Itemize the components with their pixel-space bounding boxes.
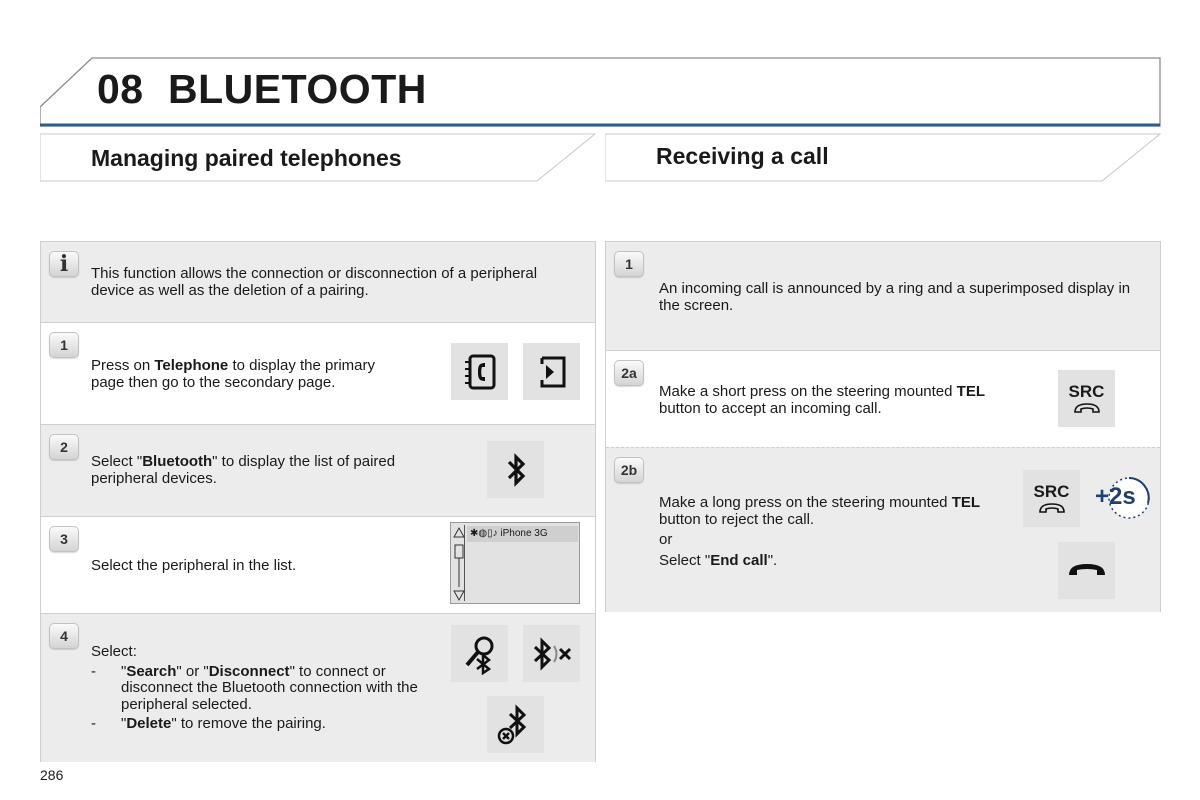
receiving-panel (605, 241, 1161, 612)
handset-icon (1037, 502, 1067, 516)
call-step-2a-row (606, 350, 1160, 447)
bullet-item: - "Search" or "Disconnect" to connect or disconnect the Bluetooth connection with the peripheral selected. (91, 662, 418, 713)
peripheral-list-screen (450, 522, 580, 604)
managing-panel (40, 241, 596, 762)
step-badge: 2b (614, 457, 644, 483)
info-text: This function allows the connection or disconnection of a peripheral device as well as the deletion of a pairing. (91, 265, 538, 299)
chapter-title: BLUETOOTH (168, 66, 427, 112)
info-row (41, 242, 595, 322)
bullet-item: - "Delete" to remove the pairing. (91, 715, 326, 732)
src-tel-button-icon[interactable] (1058, 370, 1115, 427)
list-item[interactable] (467, 526, 578, 542)
step-badge: 2 (49, 434, 79, 460)
list-item-label: iPhone 3G (500, 528, 548, 539)
src-tel-button-icon[interactable] (1023, 470, 1080, 527)
step-4-text: Select: - "Search" or "Disconnect" to connect or disconnect the Bluetooth connection with the peripheral selected. - "Delete" to remove the pairing. (91, 644, 421, 733)
step-badge: 4 (49, 623, 79, 649)
bluetooth-disconnect-icon[interactable] (523, 625, 580, 682)
call-step-1-text: An incoming call is announced by a ring and a superimposed display in the screen. (659, 280, 1131, 314)
src-label: SRC (1068, 381, 1105, 401)
section-title: Receiving a call (656, 143, 829, 169)
bluetooth-delete-icon[interactable] (487, 696, 544, 753)
chapter-number: 08 (97, 66, 144, 112)
step-2-row (41, 424, 595, 516)
call-step-1-row (606, 242, 1160, 350)
step-badge: 3 (49, 526, 79, 552)
section-title: Managing paired telephones (91, 145, 402, 171)
call-step-2b-row (606, 447, 1160, 612)
call-step-2a-text: Make a short press on the steering mounted TEL button to accept an incoming call. (659, 383, 986, 417)
step-badge: 1 (49, 332, 79, 358)
info-icon: i (49, 251, 79, 277)
step-1-row (41, 322, 595, 424)
bluetooth-icon[interactable] (487, 441, 544, 498)
step-4-row (41, 613, 595, 762)
status-icons: ✱◍▯♪ (470, 528, 501, 539)
page-next-icon[interactable] (523, 343, 580, 400)
list-scrollbar[interactable] (453, 525, 465, 601)
search-bluetooth-icon[interactable] (451, 625, 508, 682)
step-badge: 2a (614, 360, 644, 386)
long-press-timer-icon (1091, 475, 1153, 521)
section-header-receiving (605, 133, 1161, 182)
call-step-2b-text: Make a long press on the steering mounted TEL button to reject the call. or Select "End call". (659, 494, 981, 569)
step-3-text: Select the peripheral in the list. (91, 557, 297, 574)
step-1-text: Press on Telephone to display the primary page then go to the secondary page. (91, 357, 376, 391)
step-2-text: Select "Bluetooth" to display the list of paired peripheral devices. (91, 453, 396, 487)
handset-icon (1072, 402, 1102, 416)
src-label: SRC (1033, 481, 1070, 501)
page-number: 286 (40, 767, 64, 783)
step-badge: 1 (614, 251, 644, 277)
long-press-label: +2s (1095, 483, 1136, 510)
section-header-managing (40, 133, 596, 182)
telephone-book-icon[interactable] (451, 343, 508, 400)
end-call-icon[interactable] (1058, 542, 1115, 599)
chapter-header (40, 57, 1161, 127)
